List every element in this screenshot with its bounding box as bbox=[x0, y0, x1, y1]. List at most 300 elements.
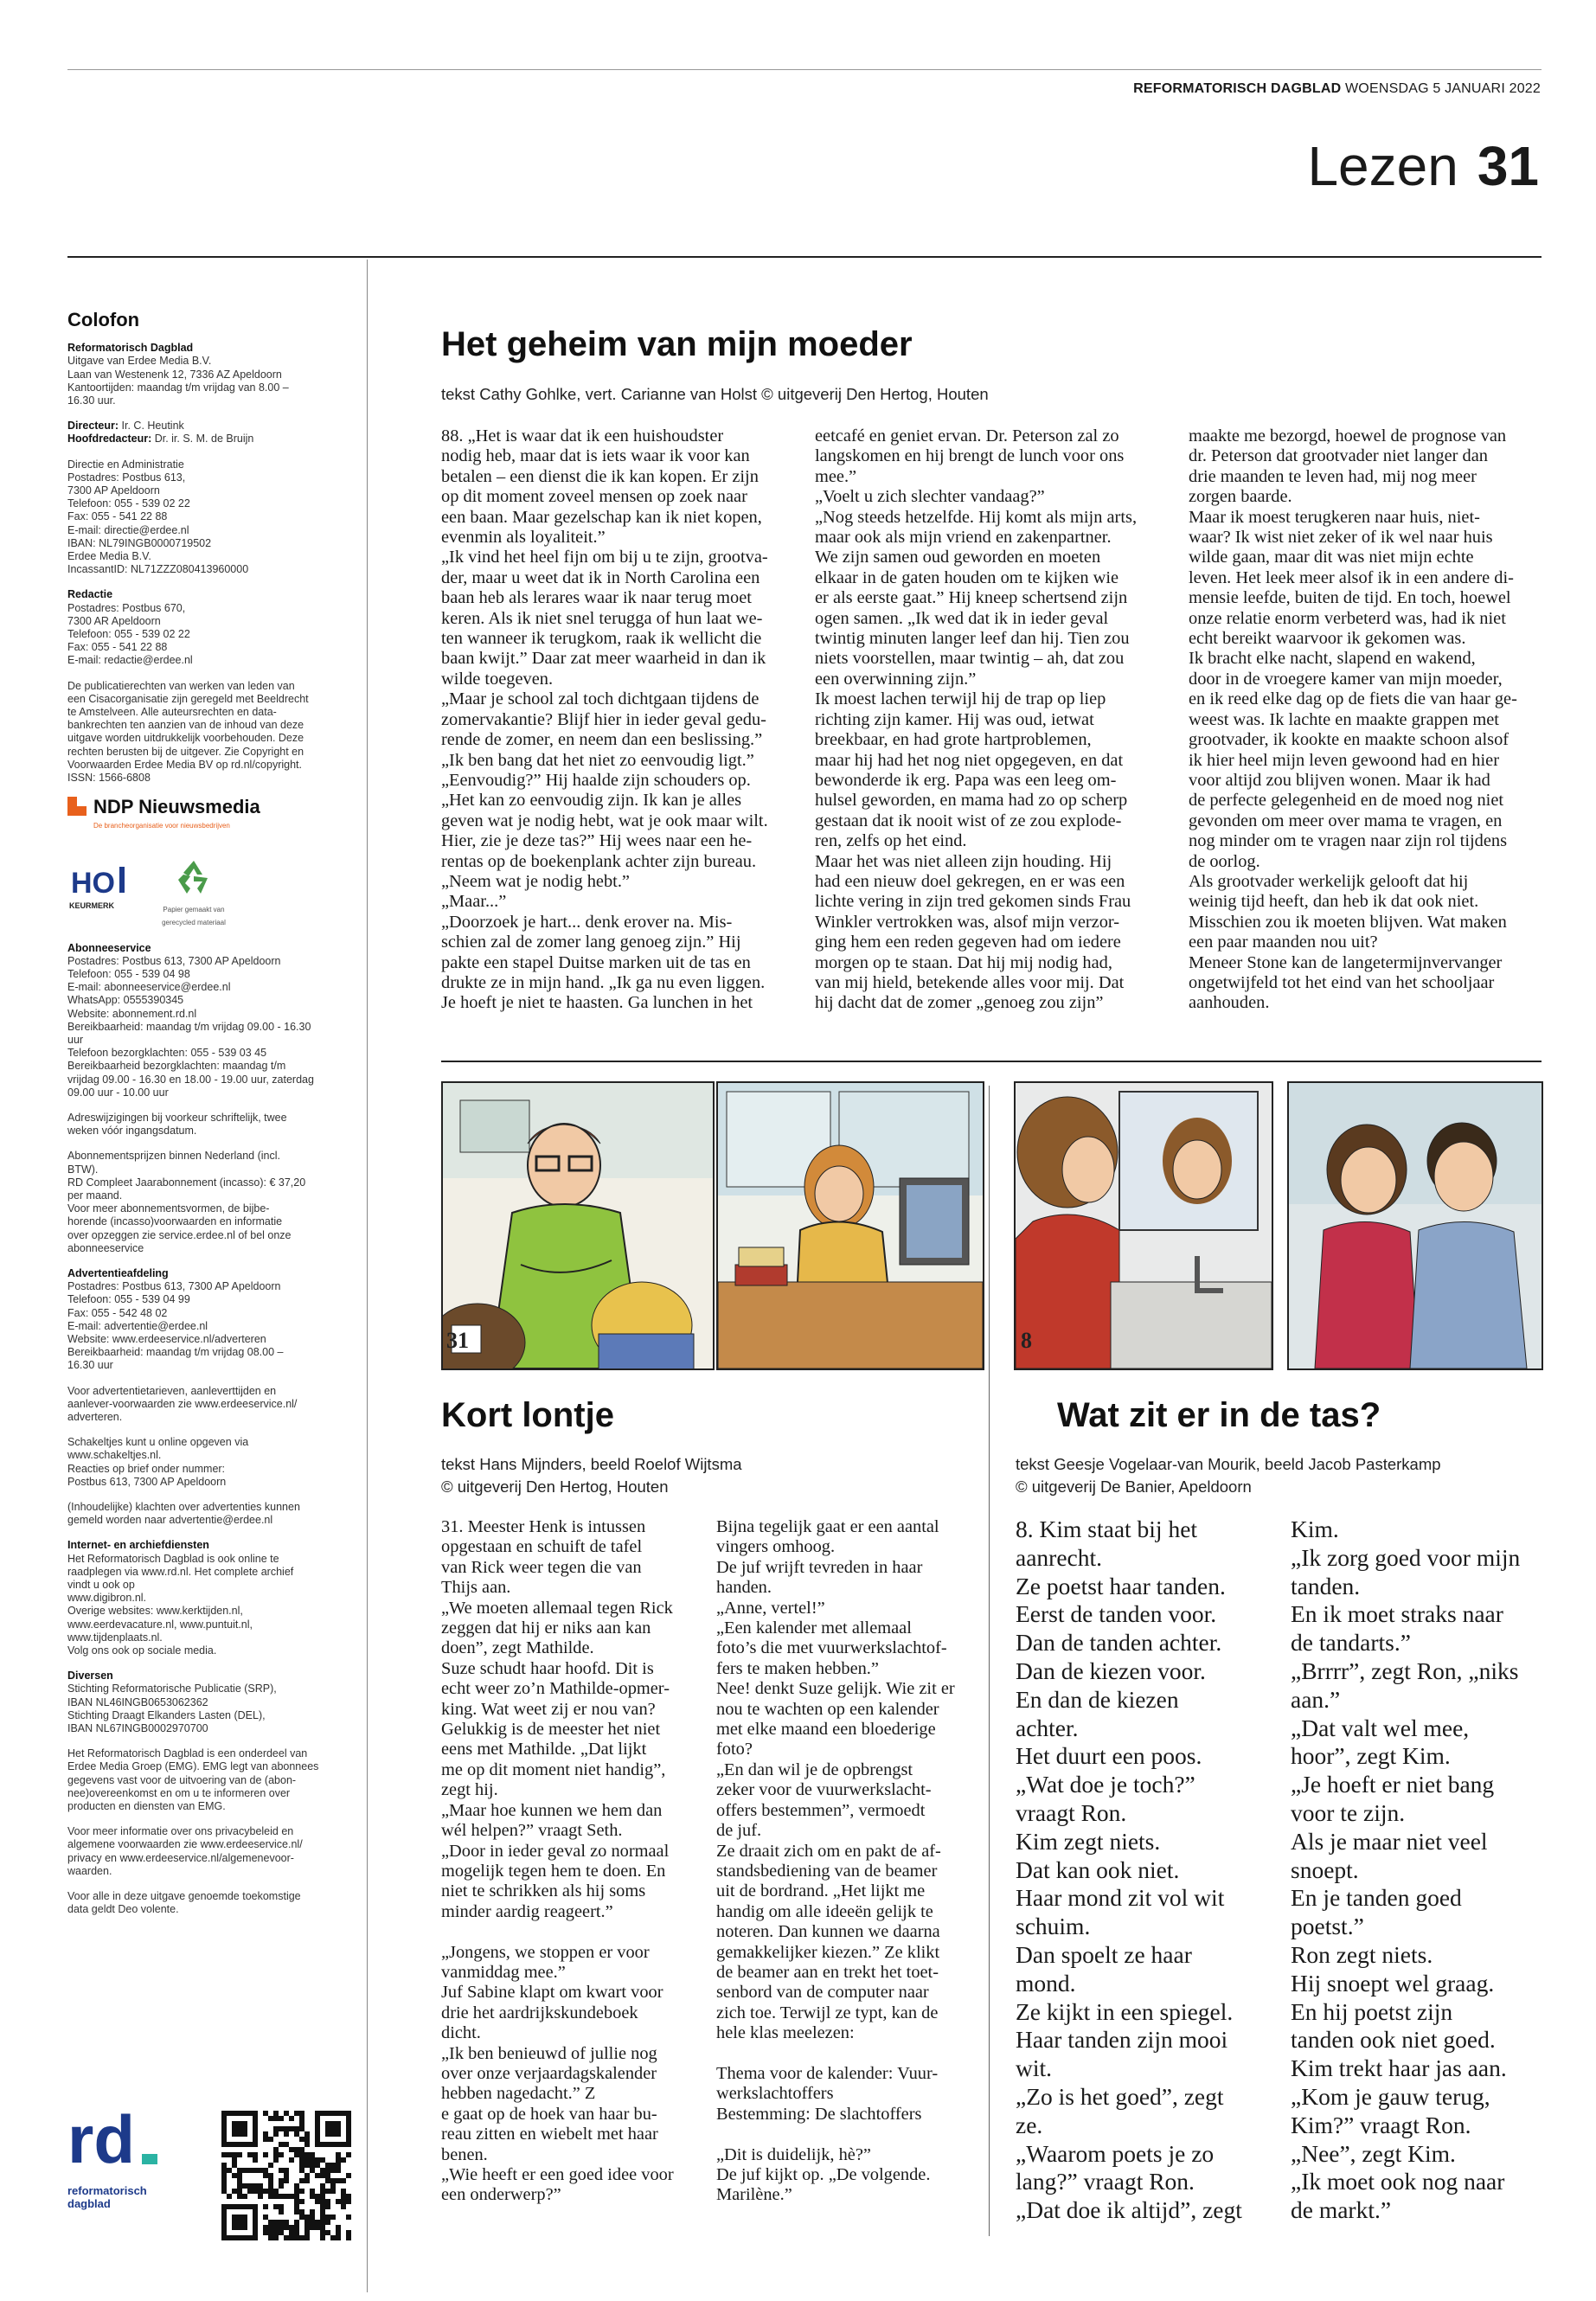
text-line: We zijn samen oud geworden en moeten bbox=[815, 548, 1101, 567]
ndp-square-icon bbox=[67, 797, 87, 816]
text-line: „Nog steeds hetzelfde. Hij komt als mijn arts, bbox=[815, 507, 1138, 527]
text-line: „Zo is het goed”, zegt bbox=[1016, 2082, 1224, 2110]
colofon-line: raadplegen via www.rd.nl. Het complete archief bbox=[67, 1565, 294, 1578]
text-line: „Kom je gauw terug, bbox=[1291, 2082, 1490, 2110]
colofon-line: Schakeltjes kunt u online opgeven via bbox=[67, 1436, 249, 1449]
text-line: noteren. Dan kunnen we daarna bbox=[716, 1922, 940, 1942]
colofon-line: Voorwaarden Erdee Media BV op rd.nl/copyright. bbox=[67, 758, 302, 771]
text-line: „Anne, vertel!” bbox=[716, 1598, 825, 1618]
text-line: offers bestemmen”, vermoedt bbox=[716, 1800, 926, 1820]
text-line: baan heb als lerares waar ik naar terug moet bbox=[441, 588, 752, 608]
colofon-line: 09.00 uur - 10.00 uur bbox=[67, 1086, 169, 1099]
text-line: eens met Mathilde. „Dat lijkt bbox=[441, 1740, 647, 1759]
text-line: betalen – een dienst die ik kan kopen. Er zijn bbox=[441, 466, 759, 486]
colofon-line: waarden. bbox=[67, 1864, 112, 1877]
text-line: „Door in ieder geval zo normaal bbox=[441, 1841, 670, 1861]
text-line: vanmiddag mee.” bbox=[441, 1962, 566, 1982]
text-line: Ik moest lachen terwijl hij de trap op liep bbox=[815, 689, 1106, 709]
text-line: er als eerste gaat.” Hij kneep schertsend zijn bbox=[815, 588, 1128, 608]
text-line: benen. bbox=[441, 2144, 488, 2164]
text-line: mogelijk tegen hem te doen. En bbox=[441, 1861, 666, 1881]
colofon-line: Postadres: Postbus 613, bbox=[67, 471, 186, 484]
text-line: hoor”, zegt Kim. bbox=[1291, 1742, 1451, 1770]
colofon-line: algemene voorwaarden zie www.erdeeservice.nl/ bbox=[67, 1838, 303, 1851]
colofon-line: Kantoortijden: maandag t/m vrijdag van 8.00 – bbox=[67, 381, 289, 394]
colofon-line: IBAN: NL79INGB0000719502 bbox=[67, 536, 212, 549]
text-line: Hier, zie je deze tas?” Hij wees naar een he- bbox=[441, 831, 753, 851]
text-line: maakte me bezorgd, hoewel de prognose van bbox=[1189, 426, 1507, 445]
text-line: de perfecte gelegenheid en de moed nog niet bbox=[1189, 791, 1504, 811]
text-line: zegt hij. bbox=[441, 1780, 498, 1800]
colofon-line: nee)overeenkomst en om u te informeren over bbox=[67, 1786, 291, 1799]
text-line: aanhouden. bbox=[1189, 993, 1270, 1013]
page-number: 31 bbox=[1477, 135, 1539, 197]
rd-name-line1: reformatorisch bbox=[67, 2184, 147, 2197]
text-line: „Dat doe ik altijd”, zegt bbox=[1016, 2196, 1242, 2224]
colofon-block bbox=[67, 1747, 353, 1813]
text-line: tanden. bbox=[1291, 1572, 1361, 1599]
text-line: gevonden om meer over mama te vragen, en bbox=[1189, 811, 1503, 830]
colofon-line: gemeld worden naar advertentie@erdee.nl bbox=[67, 1514, 273, 1527]
text-line: Maar het was niet alleen zijn houding. Hij bbox=[815, 851, 1112, 871]
text-line: schien zal de zomer lang genoeg zijn.” Hij bbox=[441, 933, 741, 952]
comic-panel-mirror bbox=[1014, 1081, 1273, 1370]
colofon-block bbox=[67, 1501, 353, 1527]
text-line: Juf Sabine klapt om kwart voor bbox=[441, 1983, 663, 2003]
comic-left-byline-line1: tekst Hans Mijnders, beeld Roelof Wijtsma bbox=[441, 1455, 742, 1473]
text-line: waar? Ik wist niet zeker of ik wel naar huis bbox=[1189, 528, 1493, 548]
colofon-line: Postadres: Postbus 670, bbox=[67, 601, 186, 614]
colofon-line: Reformatorisch Dagblad bbox=[67, 342, 194, 355]
text-line: Bijna tegelijk gaat er een aantal bbox=[716, 1517, 939, 1536]
text-line: „Waarom poets je zo bbox=[1016, 2139, 1215, 2167]
colofon-block bbox=[67, 1890, 353, 1916]
ndp-logo bbox=[67, 797, 353, 816]
text-line: geven wat je nodig hebt, wat je ook maar wilt. bbox=[441, 811, 768, 830]
text-line: poetst.” bbox=[1291, 1913, 1364, 1940]
text-line: echt bereikt waarvoor ik gekomen was. bbox=[1189, 629, 1466, 649]
issue-date: WOENSDAG 5 JANUARI 2022 bbox=[1345, 81, 1541, 96]
colofon-line: De publicatierechten van werken van leden van bbox=[67, 679, 295, 692]
text-line: maar ook als mijn vriend en zakenpartner. bbox=[815, 528, 1112, 548]
colofon-line: Het Reformatorisch Dagblad is ook online te bbox=[67, 1552, 279, 1565]
colofon-line: Directeur: Ir. C. Heutink bbox=[67, 420, 184, 433]
text-line bbox=[716, 2125, 976, 2144]
colofon-line: IncassantID: NL71ZZZ080413960000 bbox=[67, 563, 249, 576]
text-line: Ze draait zich om en pakt de af- bbox=[716, 1841, 941, 1861]
text-line: voor altijd zou blijven wonen. Maar ik had bbox=[1189, 770, 1490, 790]
text-line: „Ik zorg goed voor mijn bbox=[1291, 1543, 1521, 1571]
ndp-name: NDP Nieuwsmedia bbox=[93, 795, 260, 817]
comic-right-headline: Wat zit er in de tas? bbox=[1057, 1396, 1381, 1434]
text-line: foto? bbox=[716, 1740, 753, 1759]
text-line: schuim. bbox=[1016, 1913, 1091, 1940]
text-line: achter. bbox=[1016, 1714, 1079, 1741]
text-line: de beamer aan en trekt het toet- bbox=[716, 1962, 939, 1982]
text-line: Ik bracht elke nacht, slapend en wakend, bbox=[1189, 649, 1476, 669]
colofon bbox=[67, 309, 353, 1929]
colofon-line: Bereikbaarheid bezorgklachten: maandag t/m bbox=[67, 1060, 286, 1073]
text-line: vingers omhoog. bbox=[716, 1537, 836, 1557]
text-line: „Neem wat je nodig hebt.” bbox=[441, 871, 630, 891]
text-line bbox=[441, 1922, 701, 1942]
rd-logo bbox=[67, 2111, 180, 2210]
colofon-line: Uitgave van Erdee Media B.V. bbox=[67, 355, 212, 368]
comic-right-byline bbox=[1016, 1453, 1441, 1498]
text-line: doen”, zegt Mathilde. bbox=[441, 1638, 594, 1658]
colofon-line: Abonnementsprijzen binnen Nederland (incl. bbox=[67, 1150, 280, 1163]
text-line: „Ik moet ook nog naar bbox=[1291, 2168, 1505, 2195]
text-line: ogen samen. „Ik wed dat ik in ieder geval bbox=[815, 608, 1109, 628]
text-line: De juf kijkt op. „De volgende. bbox=[716, 2165, 931, 2184]
text-line: ongetwijfeld tot het eind van het schooljaar bbox=[1189, 972, 1495, 992]
text-line: handen. bbox=[716, 1578, 772, 1598]
text-line: mensie leefde, buiten de tijd. En toch, hoewel bbox=[1189, 588, 1511, 608]
colofon-line: privacy en www.erdeeservice.nl/algemenevoor- bbox=[67, 1851, 294, 1864]
text-line: Bestemming: De slachtoffers bbox=[716, 2104, 922, 2124]
text-line: fers te maken hebben.” bbox=[716, 1658, 879, 1678]
colofon-line: Directie en Administratie bbox=[67, 458, 184, 471]
colofon-blocks bbox=[67, 342, 353, 785]
text-line: niet te schrikken als hij soms bbox=[441, 1881, 646, 1901]
text-line: twintig minuten langer leef dan hij. Tien zou bbox=[815, 629, 1130, 649]
text-line: Je hoeft je niet te haasten. Ga lunchen in het bbox=[441, 993, 753, 1013]
text-line bbox=[716, 2044, 976, 2064]
comic-left-column-2 bbox=[716, 1517, 976, 2206]
text-line: En je tanden goed bbox=[1291, 1884, 1462, 1912]
colofon-line: adverteren. bbox=[67, 1411, 123, 1423]
text-line: nodig heb, maar dat is iets waar ik voor kan bbox=[441, 446, 750, 466]
text-line: „Dit is duidelijk, hè?” bbox=[716, 2144, 871, 2164]
colofon-line: aanlever-voorwaarden zie www.erdeeservice.nl/ bbox=[67, 1397, 298, 1410]
colofon-block bbox=[67, 942, 353, 1099]
text-line: had een nieuw doel gekregen, en er was een bbox=[815, 871, 1125, 891]
colofon-block bbox=[67, 1267, 353, 1373]
text-line: uit de bordrand. „Het lijkt me bbox=[716, 1881, 926, 1901]
text-line: Meneer Stone kan de langetermijnvervanger bbox=[1189, 952, 1503, 972]
colofon-line: Fax: 055 - 541 22 88 bbox=[67, 510, 168, 523]
colofon-line: data geldt Deo volente. bbox=[67, 1903, 179, 1916]
text-line: drie maanden te leven had, mij nog meer bbox=[1189, 466, 1477, 486]
text-line: Dan de tanden achter. bbox=[1016, 1629, 1222, 1657]
colofon-line: E-mail: advertentie@erdee.nl bbox=[67, 1319, 208, 1332]
colofon-line: Bereikbaarheid: maandag t/m vrijdag 09.00 - 16.30 bbox=[67, 1020, 311, 1033]
text-line: werkslachtoffers bbox=[716, 2084, 834, 2104]
colofon-line: rechten berusten bij de uitgever. Zie Copyright en bbox=[67, 745, 304, 758]
colofon-line: WhatsApp: 0555390345 bbox=[67, 994, 184, 1007]
text-line: niets voorstellen, maar twintig – ah, dat zou bbox=[815, 649, 1125, 669]
text-line: Ron zegt niets. bbox=[1291, 1940, 1433, 1968]
colofon-line: Telefoon: 055 - 539 02 22 bbox=[67, 628, 190, 641]
colofon-line: (Inhoudelijke) klachten over advertenties kunnen bbox=[67, 1501, 300, 1514]
colofon-line: 7300 AR Apeldoorn bbox=[67, 614, 161, 627]
text-line: En dan de kiezen bbox=[1016, 1685, 1179, 1713]
text-line: en ik reed elke dag op de fiets die van haar ge- bbox=[1189, 689, 1517, 709]
colofon-line: vrijdag 09.00 - 16.30 en 18.00 - 19.00 uur, zaterdag bbox=[67, 1073, 314, 1086]
text-line: de juf. bbox=[716, 1821, 762, 1841]
keurmerk-label: KEURMERK bbox=[69, 901, 115, 910]
colofon-line: Telefoon: 055 - 539 04 99 bbox=[67, 1293, 190, 1306]
colofon-line: ISSN: 1566-6808 bbox=[67, 772, 151, 785]
colofon-line: Postadres: Postbus 613, 7300 AP Apeldoorn bbox=[67, 954, 281, 967]
colofon-line: Voor meer informatie over ons privacybeleid en bbox=[67, 1825, 294, 1838]
text-line: e gaat op de hoek van haar bu- bbox=[441, 2104, 657, 2124]
text-line: „Dat valt wel mee, bbox=[1291, 1714, 1470, 1741]
colofon-line: Telefoon bezorgklachten: 055 - 539 03 45 bbox=[67, 1047, 267, 1060]
text-line: Misschien zou ik moeten blijven. Wat maken bbox=[1189, 912, 1507, 932]
column-divider bbox=[367, 260, 368, 2292]
colofon-line: Telefoon: 055 - 539 04 98 bbox=[67, 967, 190, 980]
colofon-line: Erdee Media B.V. bbox=[67, 550, 151, 563]
text-line: „En dan wil je de opbrengst bbox=[716, 1759, 913, 1779]
colofon-block bbox=[67, 1825, 353, 1878]
article-headline: Het geheim van mijn moeder bbox=[441, 325, 913, 363]
text-line: lang?” vraagt Ron. bbox=[1016, 2168, 1195, 2195]
comic-right-column-2 bbox=[1291, 1516, 1550, 2225]
colofon-line: Volg ons ook op sociale media. bbox=[67, 1644, 217, 1657]
text-line: 31. Meester Henk is intussen bbox=[441, 1517, 646, 1536]
colofon-line: E-mail: abonneeservice@erdee.nl bbox=[67, 981, 231, 994]
colofon-block bbox=[67, 680, 353, 785]
text-line: hebben nagedacht.” Z bbox=[441, 2084, 596, 2104]
colofon-block bbox=[67, 1436, 353, 1489]
section-name: Lezen bbox=[1307, 135, 1458, 197]
colofon-block bbox=[67, 1539, 353, 1657]
text-line: Als je maar niet veel bbox=[1291, 1827, 1488, 1855]
text-line: vraagt Ron. bbox=[1016, 1798, 1127, 1826]
comic-divider bbox=[989, 1086, 990, 2236]
text-line: Maar ik moest terugkeren naar huis, niet- bbox=[1189, 507, 1480, 527]
colofon-block bbox=[67, 342, 353, 407]
recycle-label: Papier gemaakt van gerecycled materiaal bbox=[162, 905, 226, 926]
comic-left-byline bbox=[441, 1453, 742, 1498]
mid-rule bbox=[441, 1061, 1542, 1062]
colofon-line: producten en diensten van EMG. bbox=[67, 1800, 226, 1813]
comic-right-byline-line1: tekst Geesje Vogelaar-van Mourik, beeld Jacob Pasterkamp bbox=[1016, 1455, 1441, 1473]
text-line: hij dacht dat de zomer „genoeg zou zijn” bbox=[815, 993, 1104, 1013]
colofon-line: gegevens vast voor de uitvoering van de (abon- bbox=[67, 1773, 297, 1786]
colofon-line: Overige websites: www.kerktijden.nl, bbox=[67, 1605, 243, 1618]
colofon-blocks-2 bbox=[67, 942, 353, 1917]
text-line: Haar tanden zijn mooi bbox=[1016, 2026, 1228, 2054]
text-line: van Rick weer tegen die van bbox=[441, 1557, 642, 1577]
text-line: „Het kan zo eenvoudig zijn. Ik kan je alles bbox=[441, 791, 742, 811]
text-line: zorgen baarde. bbox=[1189, 487, 1292, 507]
text-line: Kim?” vraagt Ron. bbox=[1291, 2111, 1471, 2138]
text-line: aan.” bbox=[1291, 1685, 1341, 1713]
text-line: gestaan dat ik nooit wist of ze zou explode- bbox=[815, 811, 1122, 830]
text-line: 88. „Het is waar dat ik een huishoudster bbox=[441, 426, 724, 445]
text-line: foto’s die met vuurwerkslachtof- bbox=[716, 1638, 947, 1658]
masthead bbox=[1133, 81, 1541, 97]
text-line: hulsel geworden, en mama had zo op scherp bbox=[815, 791, 1128, 811]
text-line: „Een kalender met allemaal bbox=[716, 1618, 912, 1638]
colofon-line: Stichting Draagt Elkanders Lasten (DEL), bbox=[67, 1708, 266, 1721]
comic-right-panel-number: 8 bbox=[1021, 1328, 1032, 1353]
colofon-line: Erdee Media Groep (EMG). EMG legt van abonnees bbox=[67, 1760, 319, 1773]
colofon-block bbox=[67, 1112, 353, 1138]
certification-logos bbox=[67, 856, 353, 926]
text-line: drie het aardrijkskundeboek bbox=[441, 2003, 638, 2022]
text-line: met elke maand een bloederige bbox=[716, 1720, 936, 1740]
qr-code[interactable] bbox=[221, 2111, 351, 2240]
colofon-line: Diversen bbox=[67, 1670, 113, 1682]
rd-name-line2: dagblad bbox=[67, 2197, 111, 2210]
colofon-line: BTW). bbox=[67, 1163, 99, 1176]
ndp-tagline: De brancheorganisatie voor nieuwsbedrijven bbox=[93, 822, 230, 830]
text-line: zeggen dat hij er niks aan kan bbox=[441, 1618, 651, 1638]
article-column-1 bbox=[441, 426, 804, 1014]
text-line: me op dit moment niet handig”, bbox=[441, 1759, 666, 1779]
comic-panel-desk bbox=[716, 1081, 984, 1370]
text-line: Thema voor de kalender: Vuur- bbox=[716, 2063, 939, 2083]
comic-panel-kids bbox=[1287, 1081, 1543, 1370]
colofon-line: Adreswijzigingen bij voorkeur schriftelijk, twee bbox=[67, 1111, 287, 1124]
text-line: „Voelt u zich slechter vandaag?” bbox=[815, 487, 1045, 507]
text-line: leven. Het leek meer alsof ik in een andere di- bbox=[1189, 567, 1514, 587]
text-line: Thijs aan. bbox=[441, 1578, 511, 1598]
header-rule bbox=[67, 69, 1542, 70]
text-line: een baan. Maar gezelschap kan ik niet kopen, bbox=[441, 507, 762, 527]
text-line: nog minder om te vragen naar zijn rol tijdens bbox=[1189, 831, 1508, 851]
colofon-line: www.tijdenplaats.nl. bbox=[67, 1631, 163, 1644]
rd-mark: rd bbox=[67, 2111, 135, 2177]
text-line: „Wat doe je toch?” bbox=[1016, 1771, 1195, 1798]
text-line: „Maar hoe kunnen we hem dan bbox=[441, 1800, 663, 1820]
text-line: „Maar...” bbox=[441, 892, 507, 912]
colofon-line: E-mail: directie@erdee.nl bbox=[67, 523, 189, 536]
colofon-line: Fax: 055 - 542 48 02 bbox=[67, 1306, 168, 1319]
colofon-line: RD Compleet Jaarabonnement (incasso): € 37,20 bbox=[67, 1176, 306, 1189]
text-line: morgen op te staan. Dat hij mij nodig had, bbox=[815, 952, 1112, 972]
text-line: zich toe. Terwijl ze typt, kan de bbox=[716, 2003, 939, 2022]
colofon-line: Advertentieafdeling bbox=[67, 1266, 169, 1279]
text-line: rende de zomer, en neem dan een beslissing.” bbox=[441, 730, 763, 750]
colofon-line: www.schakeltjes.nl. bbox=[67, 1449, 162, 1462]
comic-right-column-1 bbox=[1016, 1516, 1284, 2225]
text-line: 8. Kim staat bij het bbox=[1016, 1516, 1198, 1542]
text-line: Ze kijkt in een spiegel. bbox=[1016, 1997, 1234, 2025]
text-line: Nee! denkt Suze gelijk. Wie zit er bbox=[716, 1679, 955, 1699]
colofon-line: per maand. bbox=[67, 1189, 123, 1202]
colofon-title: Colofon bbox=[67, 309, 140, 330]
colofon-line: weken vóór ingangsdatum. bbox=[67, 1125, 197, 1138]
text-line: rentas op de boekenplank achter zijn bureau. bbox=[441, 851, 757, 871]
top-rule bbox=[67, 256, 1542, 258]
text-line: „Brrrr”, zegt Ron, „niks bbox=[1291, 1657, 1519, 1684]
text-line: onze relatie enorm verbeterd was, had ik niet bbox=[1189, 608, 1506, 628]
text-line: op dit moment zoveel mensen op zoek naar bbox=[441, 487, 747, 507]
recycle-icon bbox=[168, 856, 220, 899]
comic-right-byline-line2: © uitgeverij De Banier, Apeldoorn bbox=[1016, 1477, 1252, 1496]
text-line: een overwinning zijn.” bbox=[815, 669, 977, 689]
colofon-line: Voor alle in deze uitgave genoemde toekomstige bbox=[67, 1890, 301, 1903]
colofon-line: Laan van Westenenk 12, 7336 AZ Apeldoorn bbox=[67, 368, 282, 381]
text-line: senbord van de computer naar bbox=[716, 1983, 929, 2003]
text-line: ging hem een reden gegeven had om iedere bbox=[815, 933, 1121, 952]
svg-text:HO: HO bbox=[71, 866, 115, 900]
text-line: „Ik vind het heel fijn om bij u te zijn, grootva- bbox=[441, 548, 768, 567]
text-line: Winkler vertrokken was, alsof mijn verzor- bbox=[815, 912, 1120, 932]
colofon-line: uitgave worden uitdrukkelijk voorbehouden. Deze bbox=[67, 732, 304, 745]
colofon-line: www.eerdevacature.nl, www.puntuit.nl, bbox=[67, 1618, 253, 1631]
text-line: maar hij had het nog niet opgegeven, en dat bbox=[815, 750, 1124, 770]
text-line: drukte ze in mijn hand. „Ik ga nu even liggen. bbox=[441, 972, 766, 992]
colofon-line: www.digibron.nl. bbox=[67, 1592, 147, 1605]
colofon-line: Reacties op brief onder nummer: bbox=[67, 1462, 226, 1475]
text-line: Dan de kiezen voor. bbox=[1016, 1657, 1206, 1684]
text-line: Eerst de tanden voor. bbox=[1016, 1600, 1217, 1628]
colofon-line: IBAN NL46INGB0653062362 bbox=[67, 1695, 208, 1708]
colofon-line: Internet- en archiefdiensten bbox=[67, 1539, 209, 1552]
colofon-line: bankrechten ten aanzien van de inhoud van deze bbox=[67, 719, 304, 732]
colofon-line: een Cisacorganisatie zijn geregeld met Beeldrecht bbox=[67, 692, 309, 705]
text-line: minder aardig reageert.” bbox=[441, 1901, 613, 1921]
text-line: handig om alle ideeën gelijk te bbox=[716, 1901, 933, 1921]
colofon-line: E-mail: redactie@erdee.nl bbox=[67, 654, 193, 667]
text-line: Kim. bbox=[1291, 1516, 1339, 1542]
text-line: Hij snoept wel graag. bbox=[1291, 1969, 1495, 1997]
colofon-line: Bereikbaarheid: maandag t/m vrijdag 08.00 – bbox=[67, 1346, 284, 1359]
text-line: Gelukkig is de meester het niet bbox=[441, 1720, 661, 1740]
text-line: En hij poetst zijn bbox=[1291, 1997, 1453, 2025]
text-line: wit. bbox=[1016, 2054, 1053, 2082]
colofon-line: Website: abonnement.rd.nl bbox=[67, 1007, 197, 1020]
text-line: pakte een stapel Duitse marken uit de tas en bbox=[441, 952, 751, 972]
colofon-block bbox=[67, 1150, 353, 1255]
comic-left-headline: Kort lontje bbox=[441, 1396, 614, 1434]
article-byline: tekst Cathy Gohlke, vert. Carianne van Holst © uitgeverij Den Hertog, Houten bbox=[441, 385, 989, 403]
text-line: „Jongens, we stoppen er voor bbox=[441, 1942, 650, 1962]
colofon-line: Voor advertentietarieven, aanleverttijden en bbox=[67, 1384, 277, 1397]
text-line: „We moeten allemaal tegen Rick bbox=[441, 1598, 673, 1618]
text-line: „Nee”, zegt Kim. bbox=[1291, 2139, 1456, 2167]
text-line: wilde toegeven. bbox=[441, 669, 554, 689]
colofon-line: Hoofdredacteur: Dr. ir. S. M. de Bruijn bbox=[67, 433, 254, 445]
text-line: nou te wachten op een kalender bbox=[716, 1699, 939, 1719]
text-line: keren. Als ik niet snel terugga of hun laat we- bbox=[441, 608, 763, 628]
text-line: wilde gaan, maar dit was niet mijn echte bbox=[1189, 548, 1474, 567]
text-line: richting zijn kamer. Hij was oud, ietwat bbox=[815, 709, 1094, 729]
text-line: dicht. bbox=[441, 2023, 481, 2043]
text-line: „Eenvoudig?” Hij haalde zijn schouders op. bbox=[441, 770, 751, 790]
text-line: Marilène.” bbox=[716, 2185, 792, 2205]
text-line: evenmin als loyaliteit.” bbox=[441, 528, 606, 548]
text-line: echt weer zo’n Mathilde-opmer- bbox=[441, 1679, 670, 1699]
colofon-line: 7300 AP Apeldoorn bbox=[67, 484, 160, 497]
colofon-line: over opzeggen zie service.erdee.nl of bel onze bbox=[67, 1228, 292, 1241]
colofon-block bbox=[67, 1670, 353, 1735]
colofon-line: Abonneeservice bbox=[67, 941, 151, 954]
colofon-block bbox=[67, 458, 353, 577]
text-line: tanden ook niet goed. bbox=[1291, 2026, 1496, 2054]
text-line: zomervakantie? Blijf hier in ieder geval gedu- bbox=[441, 709, 766, 729]
text-line: Suze schudt haar hoofd. Dit is bbox=[441, 1658, 654, 1678]
text-line: ren, zelfs op het eind. bbox=[815, 831, 967, 851]
text-line: snoept. bbox=[1291, 1856, 1359, 1883]
paper-name: REFORMATORISCH DAGBLAD bbox=[1133, 81, 1342, 96]
comic-left-panel-number: 31 bbox=[446, 1328, 469, 1353]
text-line: „Ik ben benieuwd of jullie nog bbox=[441, 2043, 657, 2063]
colofon-line: 16.30 uur. bbox=[67, 394, 116, 407]
text-line: wél helpen?” vraagt Seth. bbox=[441, 1821, 623, 1841]
text-line: mee.” bbox=[815, 466, 857, 486]
colofon-block bbox=[67, 1385, 353, 1425]
colofon-line: IBAN NL67INGB0002970700 bbox=[67, 1722, 208, 1735]
text-line: lichte vering in zijn tred gekomen sinds Frau bbox=[815, 892, 1131, 912]
colofon-line: abonneeservice bbox=[67, 1241, 144, 1254]
colofon-line: Redactie bbox=[67, 588, 113, 601]
